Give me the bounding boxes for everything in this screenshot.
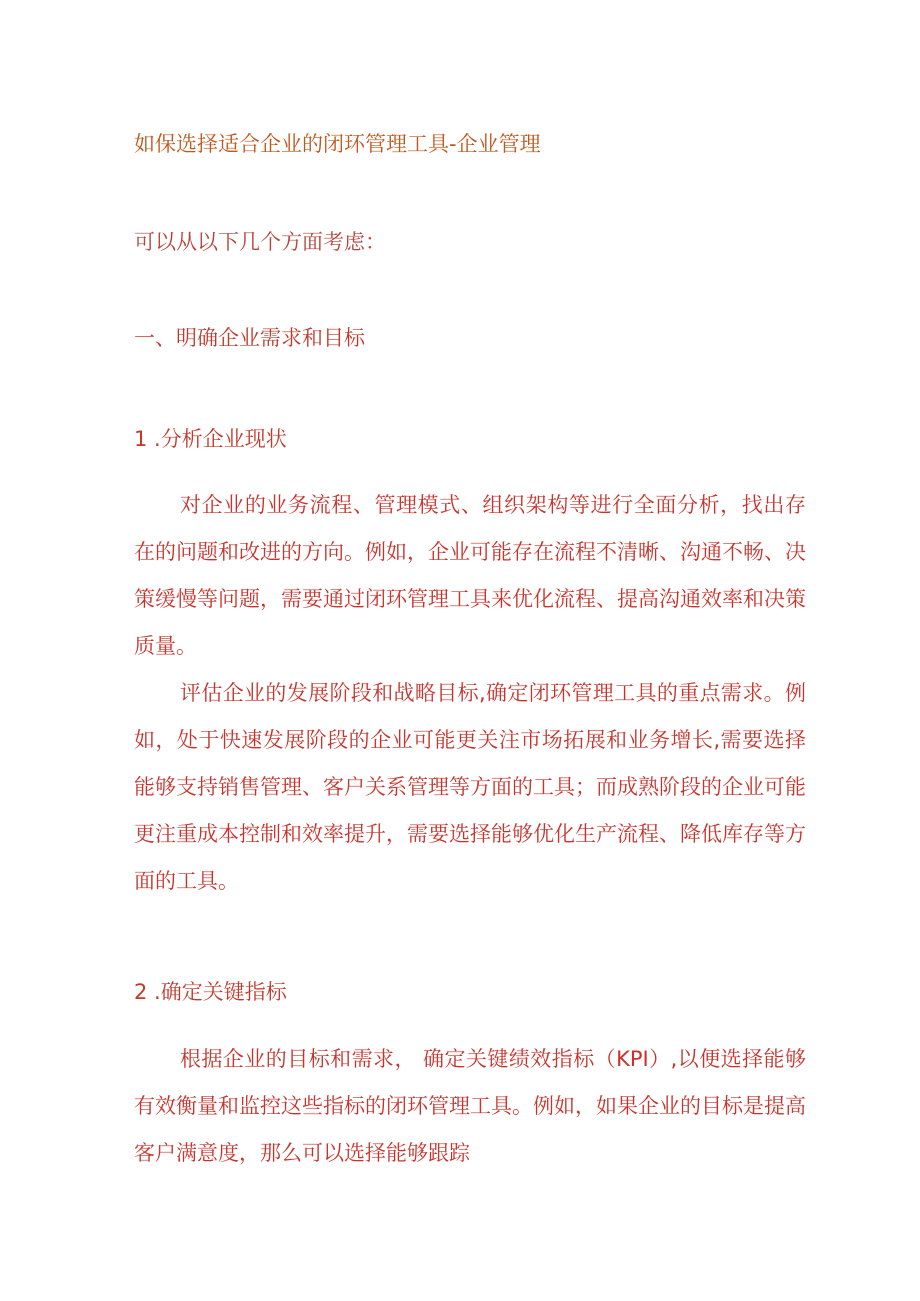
paragraph-2: 评估企业的发展阶段和战略目标,确定闭环管理工具的重点需求。例如，处于快速发展阶段的企业可能更关注市场拓展和业务增长,需要选择能够支持销售管理、客户关系管理等方面的工具；而成熟阶段的企业可能更注重成本控制和效率提升，需要选择能够优化生产流程、降低库存等方面的工具。 — [134, 681, 806, 893]
paragraph-1: 对企业的业务流程、管理模式、组织架构等进行全面分析，找出存在的问题和改进的方向。例如，企业可能存在流程不清晰、沟通不畅、决策缓慢等问题，需要通过闭环管理工具来优化流程、提高沟通效率和决策质量。 — [134, 493, 806, 658]
section-heading-1: 一、明确企业需求和目标 — [134, 326, 365, 350]
document-title: 如保选择适合企业的闭环管理工具-企业管理 — [134, 132, 541, 156]
subsection-heading-1: 1 .分析企业现状 — [134, 427, 287, 451]
paragraph-3: 根据企业的目标和需求， 确定关键绩效指标（KPI）,以便选择能够有效衡量和监控这些指标的闭环管理工具。例如，如果企业的目标是提高客户满意度，那么可以选择能够跟踪 — [134, 1047, 806, 1165]
intro-text: 可以从以下几个方面考虑： — [134, 230, 386, 254]
subsection-heading-2: 2 .确定关键指标 — [134, 980, 287, 1004]
